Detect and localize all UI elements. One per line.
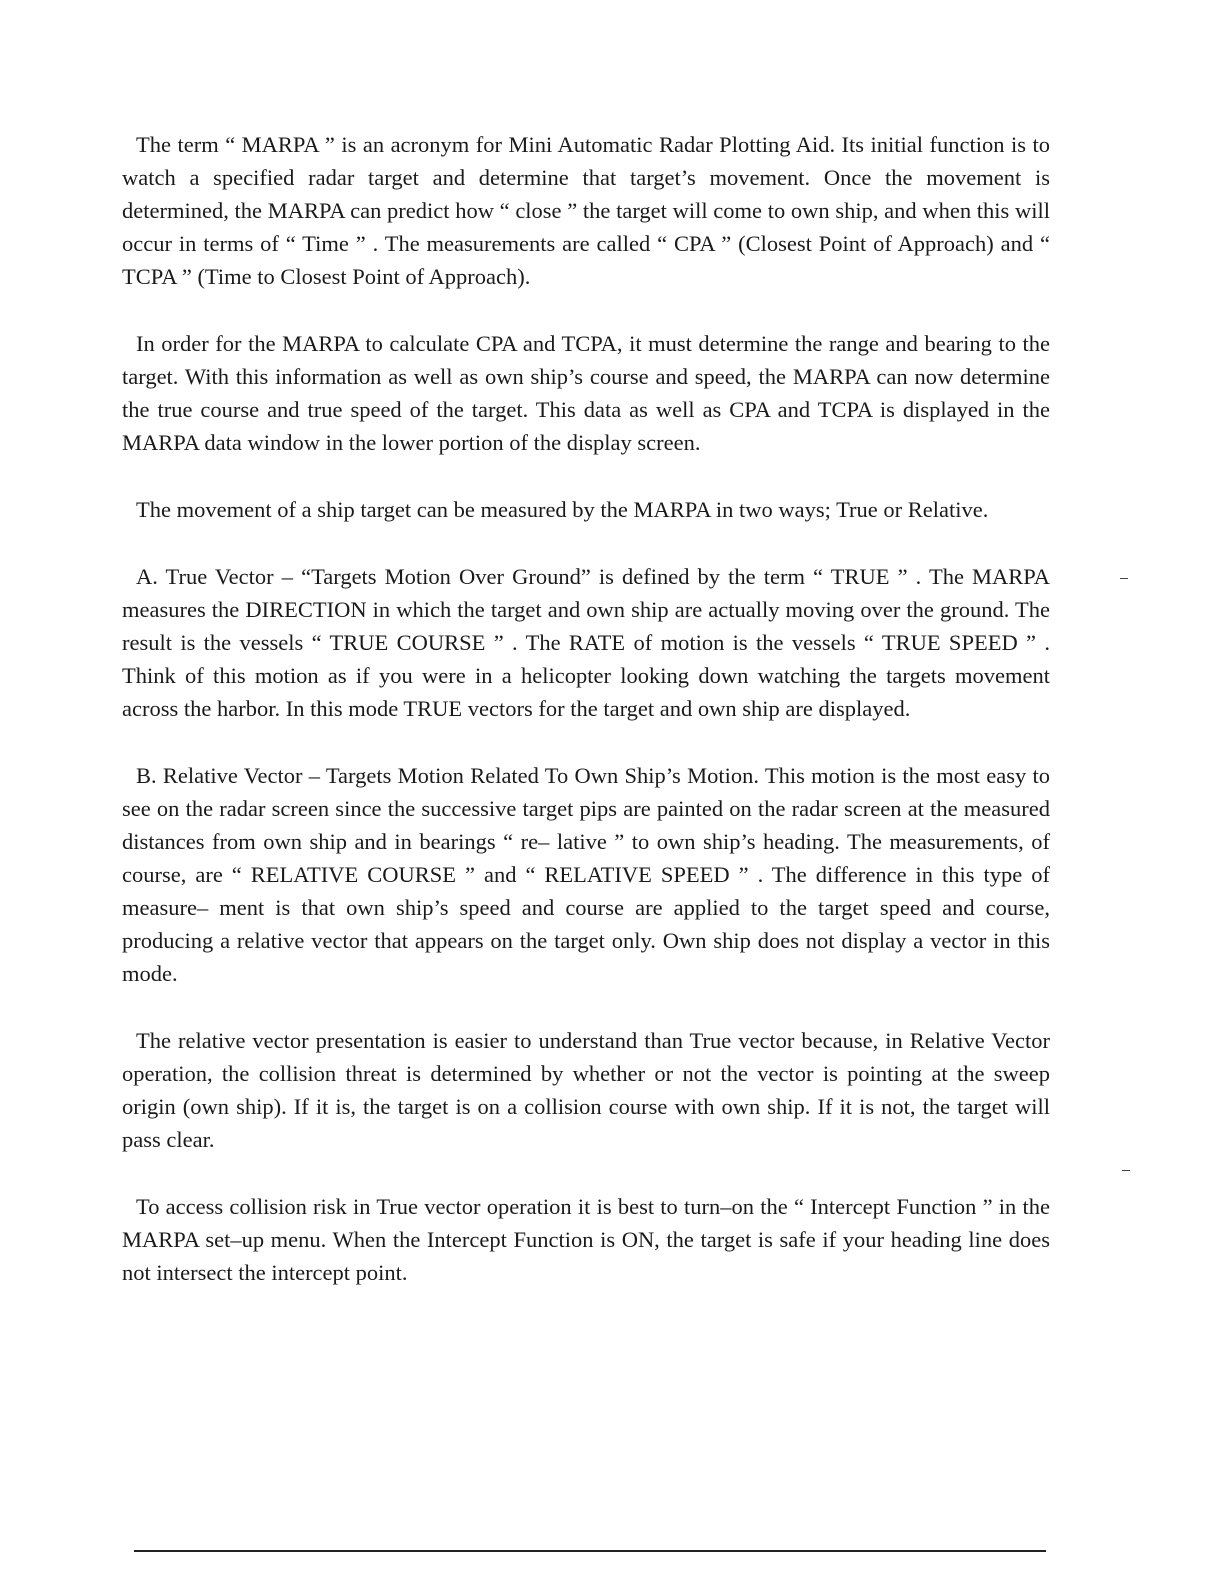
paragraph-relative-vector: B. Relative Vector – Targets Motion Related To Own Ship’s Motion. This motion is the most easy to see on the radar screen since the successive target pips are painted on the radar screen at the measured distances from own ship and in bearings “ re– lative ” to own ship’s heading. The measurements, of course, are “ RELATIVE COURSE ” and “ RELATIVE SPEED ” . The difference in this type of measure– ment is that own ship’s speed and course are applied to the target speed and course, producing a relative vector that appears on the target only. Own ship does not display a vector in this mode. [122,763,1050,986]
margin-mark [1122,1170,1130,1171]
paragraph-relative-presentation: The relative vector presentation is easier to understand than True vector because, in Relative Vector operation, the collision threat is determined by whether or not the vector is pointing at the sweep origin (own ship). If it is, the target is on a collision course with own ship. If it is not, the target will pass clear. [122,1028,1050,1152]
paragraph-marpa-definition: The term “ MARPA ” is an acronym for Mini Automatic Radar Plotting Aid. Its initial function is to watch a specified radar target and determine that target’s movement. Once the movement is determined, the MARPA can predict how “ close ” the target will come to own ship, and when this will occur in terms of “ Time ” . The measurements are called “ CPA ” (Closest Point of Approach) and “ TCPA ” (Time to Closest Point of Approach). [122,132,1050,289]
paragraph-intercept-function: To access collision risk in True vector operation it is best to turn–on the “ Intercept Function ” in the MARPA set–up menu. When the Intercept Function is ON, the target is safe if your heading line does not intersect the intercept point. [122,1194,1050,1285]
paragraph-measurement-ways: The movement of a ship target can be measured by the MARPA in two ways; True or Relative. [136,497,989,522]
footer-rule [134,1550,1046,1552]
document-body [122,128,1050,1323]
paragraph-cpa-calculation: In order for the MARPA to calculate CPA and TCPA, it must determine the range and bearing to the target. With this information as well as own ship’s course and speed, the MARPA can now determine the true course and true speed of the target. This data as well as CPA and TCPA is displayed in the MARPA data window in the lower portion of the display screen. [122,331,1050,455]
paragraph-true-vector: A. True Vector – “Targets Motion Over Ground” is defined by the term “ TRUE ” . The MARPA measures the DIRECTION in which the target and own ship are actually moving over the ground. The result is the vessels “ TRUE COURSE ” . The RATE of motion is the vessels “ TRUE SPEED ” . Think of this motion as if you were in a helicopter looking down watching the targets movement across the harbor. In this mode TRUE vectors for the target and own ship are displayed. [122,564,1050,721]
margin-mark [1120,578,1128,579]
